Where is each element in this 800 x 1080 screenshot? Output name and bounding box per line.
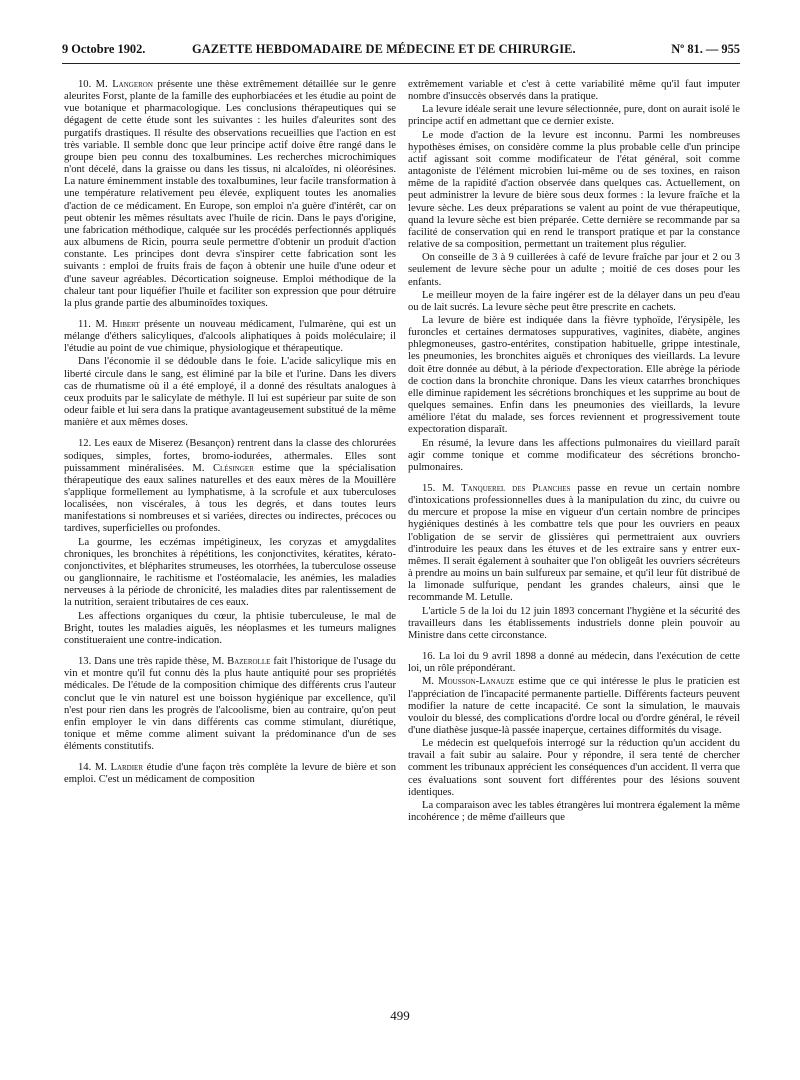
left-column [64,79,396,991]
paragraph-indications [408,315,740,437]
paragraph-12-indications [64,537,396,610]
text-run: présente une thèse extrêmement détaillée sur le genre aleurites Forst, plante de la famille des euphorbiacées et les étudie au point de vue botanique et pharmacologique. Les conclusions thérapeutiques qui se dégagent de cette étude sont les suivantes : les huiles d'aleurites sont des purgatifs drastiques. Il résulte des observations recueillies que l'action en est très variable. Il semble donc que leur principe actif doive être rangé dans le groupe bien peu connu des toxalbumines. Les recherches microchimiques n'ont décelé, dans la graisse ou dans les tissus, ni alcaloïdes, ni oléorésines. La nature éminemment instable des toxalbumines, leur facile transformation à une température relativement peu élevée, expliquent toutes les anomalies d'action de ce médicament. En Europe, son emploi n'a guère d'intérêt, car on peut obtenir les mêmes résultats avec l'huile de ricin. Dans le pays d'origine, une fabrication méthodique, calquée sur les procédés perfectionnés appliqués aux albumens de Ricin, pourra seule permettre d'obtenir un produit d'action constante. Les principes dont devra s'inspirer cette fabrication sont les suivants : emploi de fruits frais de façon à obtenir une huile d'une odeur et d'une saveur agréables. Décortication soigneuse. Emploi méthodique de la chaleur tant pour liquéfier l'huile et faciliter son expression que pour détruire la plus grande partie des albuminoïdes toxiques. [64,79,396,309]
text-run: Le meilleur moyen de la faire ingérer est de la délayer dans un peu d'eau ou de lait sucrés. La levure sèche peut être prescrite en cachets. [408,289,740,313]
text-run: Les affections organiques du cœur, la phtisie tuberculeuse, le mal de Bright, toutes les maladies aiguës, les néoplasmes et les tumeurs malignes constitueraient une contre-indication. [64,610,396,646]
running-header [62,42,740,62]
paragraph-14 [64,762,396,786]
text-run: Le médecin est quelquefois interrogé sur la réduction qu'un accident du travail a fait subir au salaire. Pour y répondre, il sera tenté de chercher comment les tribunaux apprécient les conséquences d'un accident. Il verra que ces évaluations sont souvent fort différentes pour des lésions souvent identiques. [408,738,740,798]
paragraph-16-salaire [408,738,740,799]
text-run: 11. M. [78,318,113,330]
text-run: estime que la spécialisation thérapeutique des eaux salines naturelles et des eaux mères de la Mouillère s'applique formellement au lymphatisme, à la scrofule et aux tuberculoses localisées, non viscérales, à tous les degrés, et dans toutes leurs manifestations si nombreuses et si variées, directes ou indirectes, précoces ou tardives, superficielles ou profondes. [64,462,396,535]
text-run: 13. Dans une très rapide thèse, M. [78,656,228,668]
text-run: extrêmement variable et c'est à cette variabilité même qu'il faut imputer nombre d'insuccès observés dans la pratique. [408,79,740,103]
text-run: étudie d'une façon très complète la levure de bière et son emploi. C'est un médicament de composition [64,762,396,786]
paragraph-12-contraindications [64,611,396,647]
paragraph-13 [64,656,396,753]
text-run: 12. Les eaux de Miserez (Besançon) rentrent dans la classe des chlorurées sodiques, simples, fortes, bromo-iodurées, athermales. Elles sont puissamment minéralisées. M. [64,438,396,474]
paragraph-10 [64,79,396,310]
author-name: Langeron [112,79,153,90]
paragraph-doses [408,252,740,288]
author-name: Clésinger [212,462,254,474]
author-name: Tanquerel des Planches [461,483,571,494]
paragraph-11-continued [64,356,396,429]
author-name: Lardier [110,762,143,774]
paragraph-12 [64,438,396,535]
text-run: En résumé, la levure dans les affections pulmonaires du vieillard paraît agir comme tonique et comme modificateur des sécrétions broncho-pulmonaires. [408,437,740,473]
paragraph-levure-ideale [408,104,740,128]
author-name: Mousson-Lanauze [438,676,515,688]
folio-page-number: 499 [390,1008,410,1023]
text-run: L'article 5 de la loi du 12 juin 1893 concernant l'hygiène et la sécurité des travailleurs dans les établissements industriels donne plein pouvoir au Ministre dans cette circonstance. [408,605,740,641]
paragraph-resume [408,438,740,474]
journal-title: GAZETTE HEBDOMADAIRE DE MÉDECINE ET DE CHIRURGIE. [192,42,576,56]
text-run: 15. M. [422,483,462,494]
header-rule [62,63,740,64]
text-run: La comparaison avec les tables étrangères lui montrera également la même incohérence ; de même d'ailleurs que [408,799,740,824]
text-run: 16. La loi du 9 avril 1898 a donné au médecin, dans l'exécution de cette loi, un rôle prépondérant. [408,651,740,675]
paragraph-mode-action [408,130,740,252]
author-name: Hibert [112,318,140,330]
text-run: fait l'historique de l'usage du vin et montre qu'il fut connu dès la plus haute antiquité pour ses propriétés médicales. De l'étude de la composition chimique des différents crus l'auteur conclut que le vin naturel est une boisson hygiénique par excellence, qu'il n'est pour rien dans les progrès de l'alcoolisme, bien au contraire, qu'on peut enfin employer le vin dans différents cas comme stimulant, diurétique, tonique et même comme aliment suivant la prédominance d'un de ses éléments constitutifs. [64,656,396,753]
text-run: estime que ce qui intéresse le plus le praticien est l'appréciation de l'incapacité permanente partielle. Différents facteurs peuvent modifier la nature de cette incapacité. Ce sont la simulation, le mauvais vouloir du blessé, des complications d'ordre local ou d'ordre général, le réveil d'une diathèse jusque-là passée inaperçue, certaines difformités du visage. [408,676,740,736]
text-run: La gourme, les eczémas impétigineux, les coryzas et amygdalites chroniques, les bronchites à répétitions, les conjonctivites, kératites, kérato-conjonctivites, et blépharites strumeuses, les otorrhées, la tuberculose osseuse ou ganglionnaire, le rachitisme et l'ostéomalacie, les anémies, les maladies nerveuses à la période de chronicité, les maladies dites par ralentissement de la nutrition, seraient tributaires de ces eaux. [64,536,396,609]
text-run: passe en revue un certain nombre d'intoxications professionnelles dues à la manipulation du zinc, du cuivre ou du mercure et propose la mise en vigueur d'un certain nombre de principes hygiéniques destinés à les combattre tels que pour les ouvriers en peaux l'obligation de se servir de glissières qui permettraient aux ouvriers d'introduire les peaux dans les étuves et de les extraire sans y entrer eux-mêmes. Il serait également à souhaiter que l'on obligeât les ouvriers sécréteurs à prendre au moins un bain sulfureux par semaine, et qu'il leur fût distribué de la limonade sulfurique, pendant les grandes chaleurs, ainsi que le recommande M. Letulle. [408,483,740,604]
text-run: La levure idéale serait une levure sélectionnée, pure, dont on aurait isolé le principe actif en admettant que ce dernier existe. [408,104,740,128]
issue-page-number: Nº 81. — 955 [671,42,740,56]
text-run: M. [422,676,439,688]
author-name: Bazerolle [227,656,271,668]
right-column [408,79,740,991]
paragraph-14-continued [408,79,740,103]
text-run: 14. M. [78,762,111,774]
text-run: La levure de bière est indiquée dans la fièvre typhoïde, l'érysipèle, les furoncles et certaines dermatoses suppuratives, vaginites, diabète, angines phlegmoneuses, gastro-entérites, constipation habituelle, grippe intestinale, les pneumonies, les bronchites aiguës et chroniques des vieillards. La levure doit être donnée au début, à la période d'expectoration. Elle abrège la période de coction dans la bronchite chronique. Dans les vieux catarrhes bronchiques elle diminue rapidement les sécrétions bronchiques et les supprime au bout de quelques semaines. Enfin dans les pneumonies des vieillards, la levure améliore l'état du malade, ses forces reviennent et progressivement toute expectoration disparaît. [408,314,740,436]
text-run: 10. M. [78,79,113,90]
paragraph-administration [408,290,740,314]
issue-date: 9 Octobre 1902. [62,42,146,56]
text-run: Dans l'économie il se dédouble dans le foie. L'acide salicylique mis en liberté circule dans le sang, est éliminé par la bile et l'urine. Dans les divers cas de rhumatisme où il a été employé, il a donné des résultats analogues à ceux produits par le salicylate de méthyle. Il lui est supérieur par suite de son odeur faible et lui sera dans la pratique avantageusement substitué de la même manière et aux mêmes doses. [64,356,396,429]
text-run: Le mode d'action de la levure est inconnu. Parmi les nombreuses hypothèses émises, on considère comme la plus probable celle d'un principe actif agissant soit comme modificateur de l'état général, soit comme antagoniste de l'élément microbien lui-même ou de ses toxines, en raison même de la rapidité d'action observée dans quelques cas. Actuellement, on peut administrer la levure de bière sous deux formes : la levure fraîche et la levure sèche. Les deux préparations se valent au point de vue thérapeutique, quand la levure sèche est bien préparée. Cette dernière se recommande par sa facilité de conservation qui en rend le transport pratique et par la constance relative de sa composition, permettant un traitement plus régulier. [408,129,740,251]
paragraph-16-expert [408,676,740,737]
paragraph-16-comparaison [408,800,740,824]
paragraph-11 [64,319,396,355]
paragraph-16 [408,651,740,675]
paragraph-15 [408,483,740,605]
paragraph-15-article [408,606,740,642]
text-run: présente un nouveau médicament, l'ulmarène, qui est un mélange d'éthers salicyliques, d'alcools aliphatiques à poids moléculaire; il l'étudie au point de vue chimique, physiologique et thérapeutique. [64,318,396,355]
text-run: On conseille de 3 à 9 cuillerées à café de levure fraîche par jour et 2 ou 3 seulement de levure sèche pour un adulte ; moitié de ces doses pour les enfants. [408,252,740,288]
